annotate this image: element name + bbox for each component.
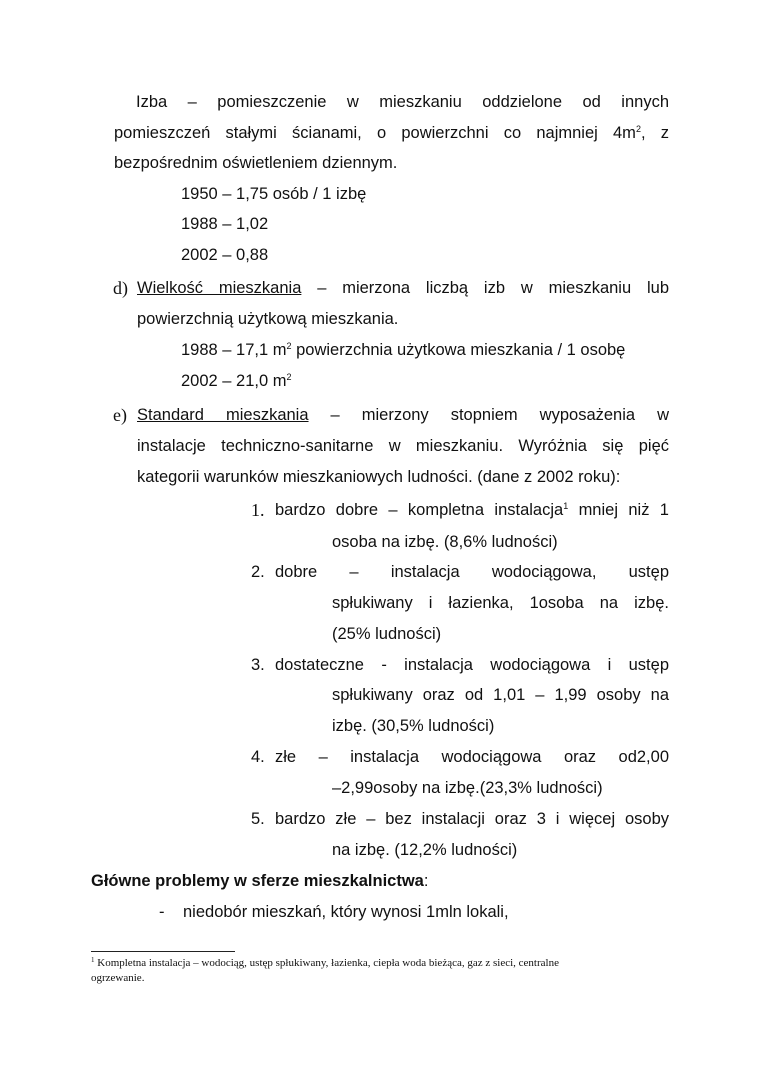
category-2-line-3: (25% ludności)	[332, 625, 442, 643]
problems-heading-text: Główne problemy w sferze mieszkalnictwa	[91, 872, 424, 890]
category-2-line-1: dobre – instalacja wodociągowa, ustęp	[275, 563, 669, 581]
footnote-separator	[91, 951, 235, 952]
category-2-line-2: spłukiwany i łazienka, 1osoba na izbę.	[332, 594, 669, 612]
item-d-stat-1988-text: 1988 – 17,1 m	[181, 341, 287, 359]
item-e-term: Standard mieszkania	[137, 406, 309, 424]
category-1-line-1	[275, 500, 669, 520]
problems-item-1: niedobór mieszkań, który wynosi 1mln lokali,	[183, 903, 509, 921]
intro-line-2	[114, 123, 669, 143]
footnote-text: Kompletna instalacja – wodociąg, ustęp spłukiwany, łazienka, ciepła woda bieżąca, gaz z sieci, centralne	[94, 957, 559, 969]
footnote	[91, 956, 671, 971]
category-4-line-1: złe – instalacja wodociągowa oraz od2,00	[275, 748, 669, 766]
category-2-number: 2.	[251, 563, 265, 581]
category-3-line-3: izbę. (30,5% ludności)	[332, 717, 495, 735]
footnote-marker: 1	[91, 956, 95, 964]
category-5-line-1: bardzo złe – bez instalacji oraz 3 i więcej osoby	[275, 810, 669, 828]
bullet-dash: -	[159, 903, 165, 921]
problems-heading	[91, 871, 428, 891]
item-d-stat-2002	[181, 371, 292, 391]
item-d-stat-1988-sup: 2	[286, 341, 292, 351]
category-3-line-1: dostateczne - instalacja wodociągowa i ustęp	[275, 656, 669, 674]
stat-2002: 2002 – 0,88	[181, 246, 269, 264]
item-d-line-2: powierzchnią użytkową mieszkania.	[137, 310, 399, 328]
category-3-number: 3.	[251, 656, 265, 674]
item-d-stat-1988-tail: powierzchnia użytkowa mieszkania / 1 osobę	[291, 341, 626, 359]
category-1-footnote-ref[interactable]: 1	[563, 501, 569, 511]
category-5-number: 5.	[251, 810, 265, 828]
item-d-stat-2002-sup: 2	[286, 372, 292, 382]
item-d-marker: d)	[113, 278, 128, 298]
item-d-line-1	[137, 278, 669, 298]
category-4-line-2: –2,99osoby na izbę.(23,3% ludności)	[332, 779, 603, 797]
item-d-stat-2002-text: 2002 – 21,0 m	[181, 372, 287, 390]
intro-line-1: Izba – pomieszczenie w mieszkaniu oddzielone od innych	[136, 93, 669, 111]
category-3-line-2: spłukiwany oraz od 1,01 – 1,99 osoby na	[332, 686, 669, 704]
category-1-text: bardzo dobre – kompletna instalacja	[275, 501, 564, 519]
category-1-line-2: osoba na izbę. (8,6% ludności)	[332, 533, 558, 551]
intro-line-3: bezpośrednim oświetleniem dziennym.	[114, 154, 398, 172]
problems-heading-colon: :	[423, 872, 429, 890]
item-e-line-1-rest: – mierzony stopniem wyposażenia w	[308, 406, 669, 424]
item-e-line-3: kategorii warunków mieszkaniowych ludności. (dane z 2002 roku):	[137, 468, 621, 486]
item-e-line-1	[137, 405, 669, 425]
item-e-marker: e)	[113, 405, 127, 425]
category-5-line-2: na izbę. (12,2% ludności)	[332, 841, 518, 859]
stat-1988: 1988 – 1,02	[181, 215, 269, 233]
item-e-line-2: instalacje techniczno-sanitarne w mieszkaniu. Wyróżnia się pięć	[137, 437, 669, 455]
item-d-term: Wielkość mieszkania	[137, 279, 302, 297]
category-1-number: 1.	[251, 500, 265, 520]
item-d-line-1-rest: – mierzona liczbą izb w mieszkaniu lub	[301, 279, 669, 297]
intro-line-2-sup: 2	[635, 124, 641, 134]
intro-line-2-text: pomieszczeń stałymi ścianami, o powierzchni co najmniej 4m	[114, 124, 636, 142]
intro-line-2-tail: , z	[640, 124, 670, 142]
item-d-stat-1988	[181, 340, 625, 360]
category-4-number: 4.	[251, 748, 265, 766]
category-1-tail: mniej niż 1	[568, 501, 669, 519]
footnote-line-2: ogrzewanie.	[91, 972, 145, 984]
stat-1950: 1950 – 1,75 osób / 1 izbę	[181, 185, 367, 203]
